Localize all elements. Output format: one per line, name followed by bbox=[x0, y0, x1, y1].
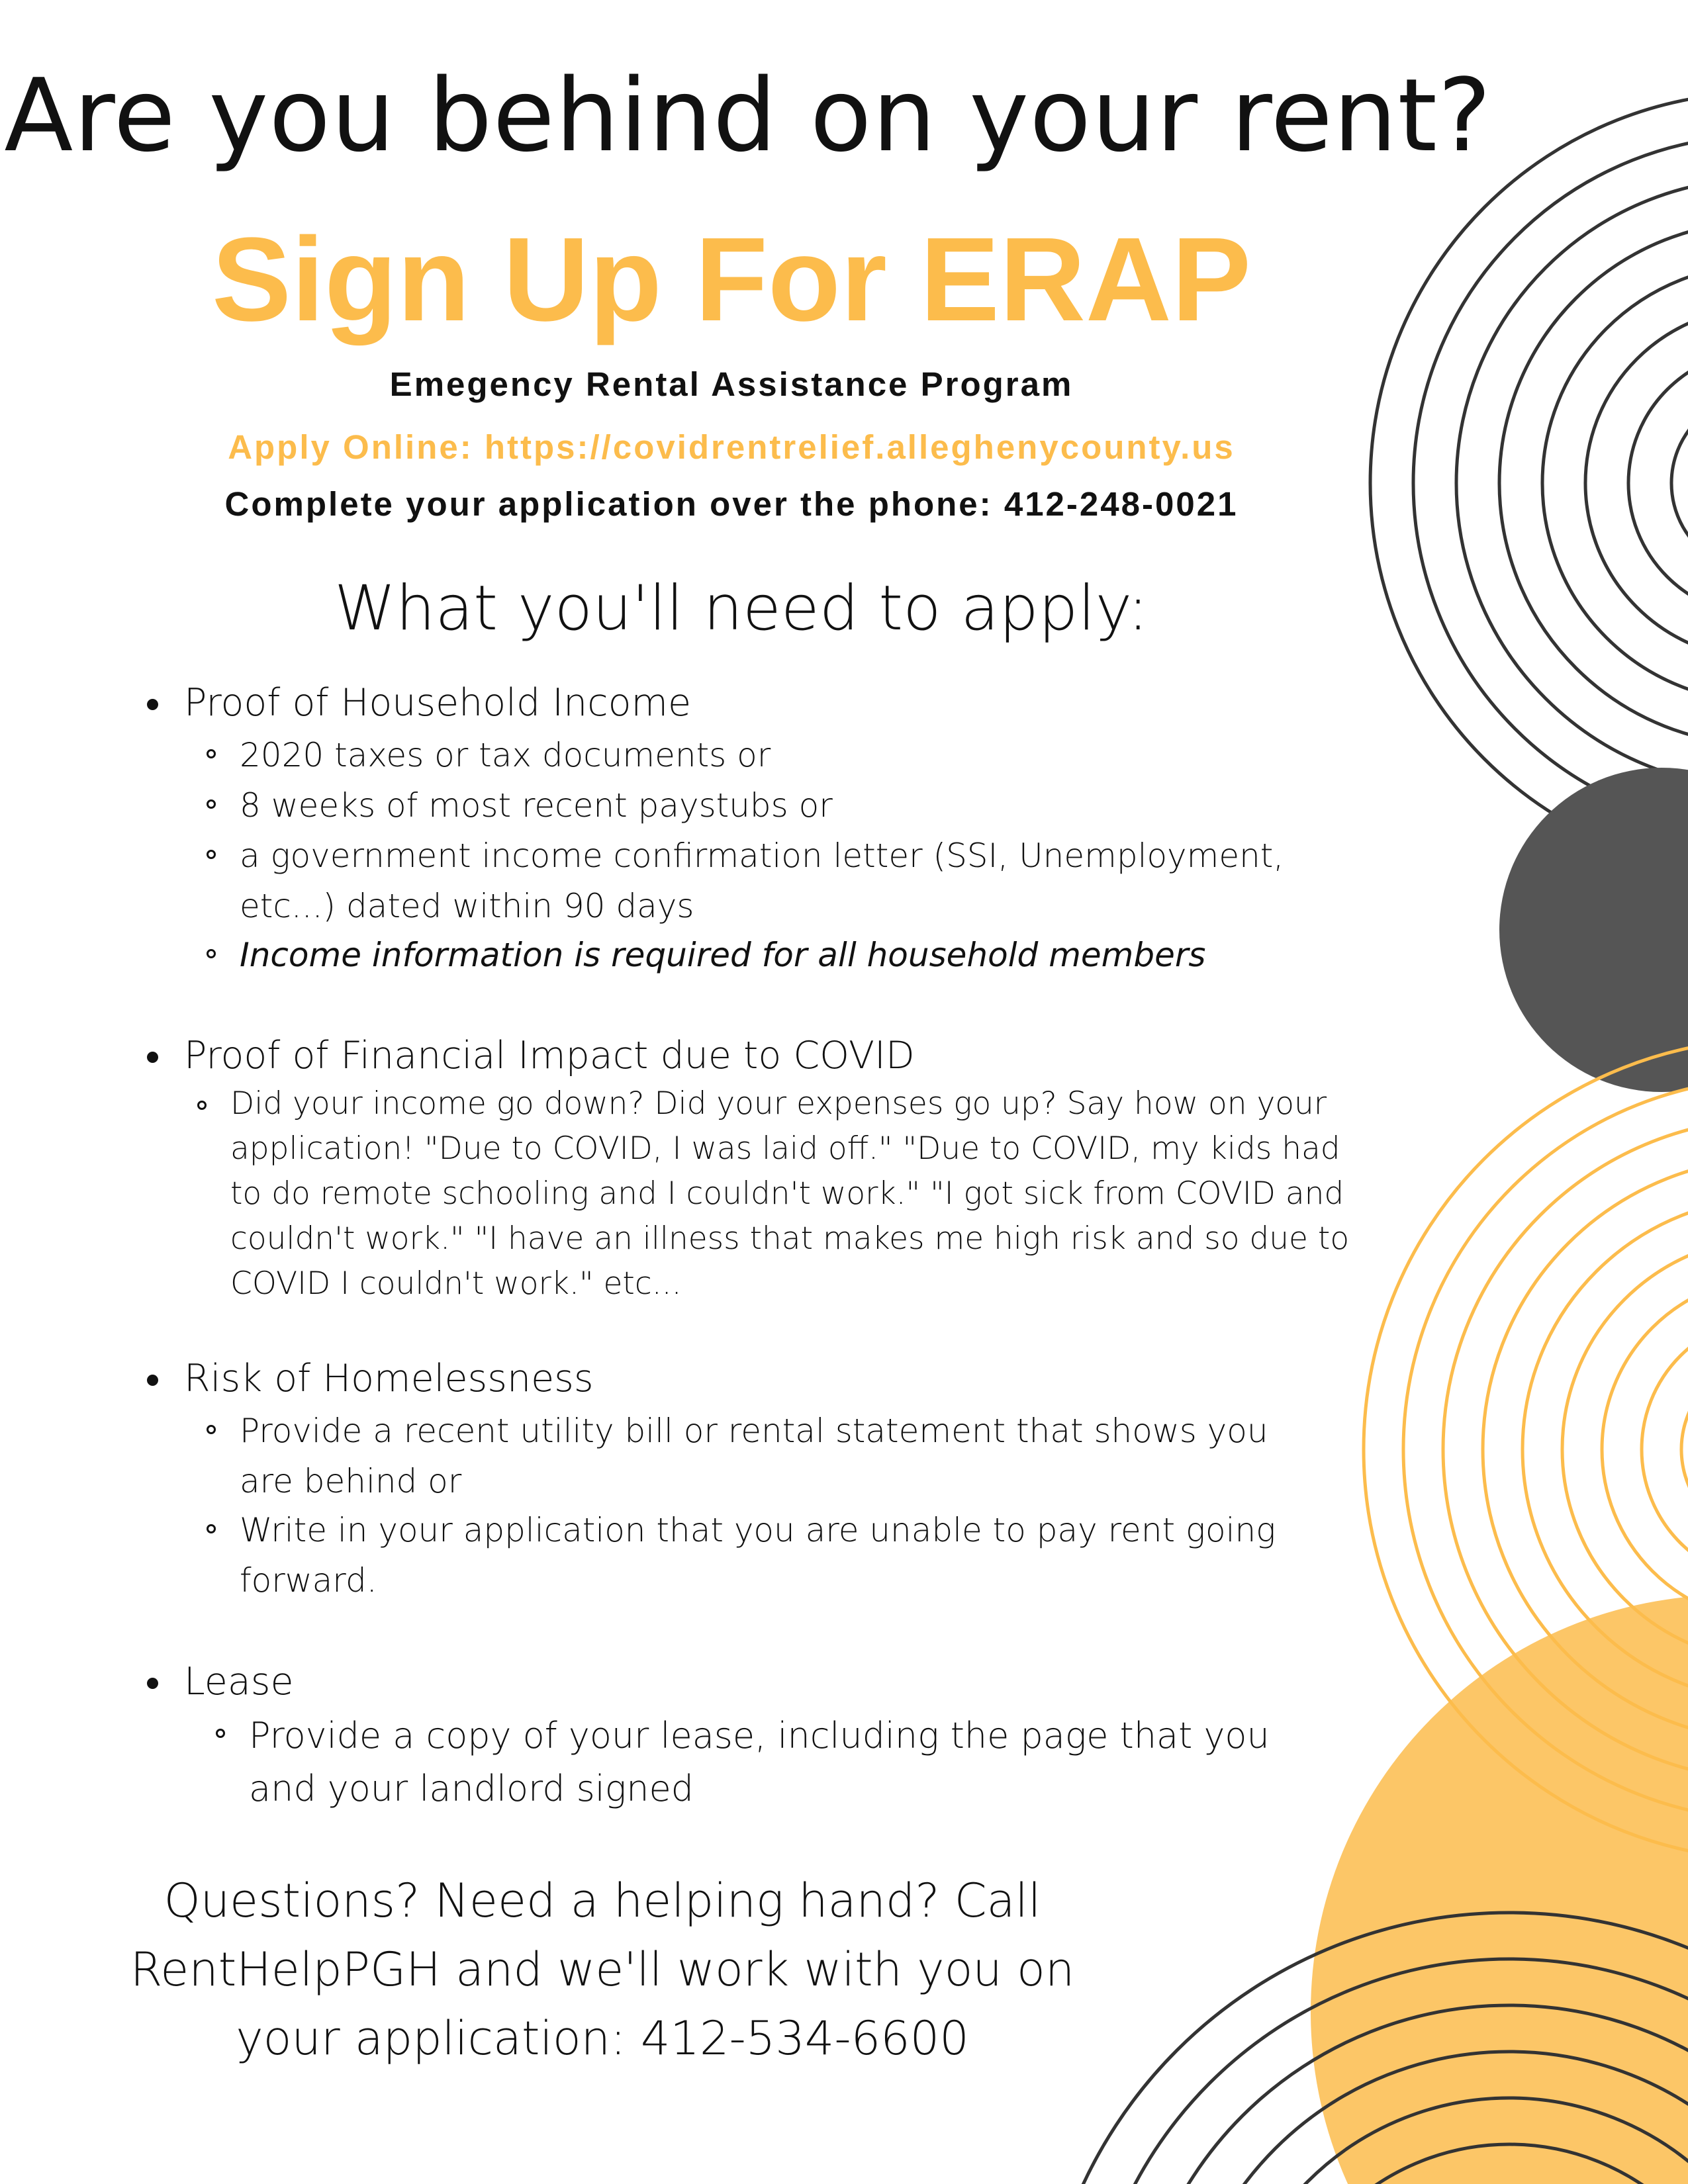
income-item: a government income confirmation letter (SSI, Unemployment, etc...) dated within 90 days bbox=[240, 831, 1365, 931]
help-contact: Questions? Need a helping hand? Call RentHelpPGH and we'll work with you on your application: 412-534-6600 bbox=[130, 1874, 1075, 2066]
requirement-income-heading: Proof of Household Income bbox=[184, 678, 691, 728]
requirement-covid-heading: Proof of Financial Impact due to COVID bbox=[184, 1030, 915, 1081]
yellow-ring bbox=[1681, 1357, 1688, 1542]
dark-ring bbox=[1628, 351, 1688, 615]
dark-ring bbox=[1671, 394, 1688, 572]
dark-ring bbox=[1456, 179, 1688, 788]
requirement-homelessness-heading: Risk of Homelessness bbox=[184, 1353, 594, 1404]
requirements-title: What you'll need to apply: bbox=[334, 572, 1149, 645]
yellow-ring bbox=[1562, 1238, 1688, 1661]
yellow-ring bbox=[1602, 1277, 1688, 1621]
requirement-lease-heading: Lease bbox=[184, 1657, 294, 1707]
homelessness-item: Provide a recent utility bill or rental statement that shows you are behind or bbox=[240, 1406, 1325, 1506]
dark-ring bbox=[1499, 222, 1688, 745]
headline: Are you behind on your rent? bbox=[4, 57, 1492, 174]
dark-ring bbox=[1542, 265, 1688, 702]
income-item: 8 weeks of most recent paystubs or bbox=[240, 780, 1365, 831]
dark-gray-circle bbox=[1499, 768, 1688, 1092]
signup-title: Sign Up For ERAP bbox=[212, 213, 1251, 346]
yellow-circle bbox=[1311, 1595, 1688, 2184]
covid-item: Did your income go down? Did your expenses go up? Say how on your application! "Due to COVID, I was laid off." "Due to COVID, my kids had to do remote schooling and I couldn't work." "I got sick from COVID and couldn't work." "I have an illness that makes me high risk and so due to COVID I couldn't work." etc... bbox=[230, 1081, 1369, 1306]
homelessness-item: Write in your application that you are unable to pay rent going forward. bbox=[240, 1505, 1325, 1606]
program-name: Emegency Rental Assistance Program bbox=[389, 365, 1074, 403]
income-item: 2020 taxes or tax documents or bbox=[240, 730, 1365, 780]
phone-apply-line: Complete your application over the phone: 412-248-0021 bbox=[224, 485, 1239, 523]
lease-item: Provide a copy of your lease, including the page that you and your landlord signed bbox=[249, 1709, 1335, 1815]
income-item-note: Income information is required for all household members bbox=[240, 930, 1365, 980]
apply-online-link[interactable]: Apply Online: https://covidrentrelief.alleghenycounty.us bbox=[228, 428, 1235, 466]
